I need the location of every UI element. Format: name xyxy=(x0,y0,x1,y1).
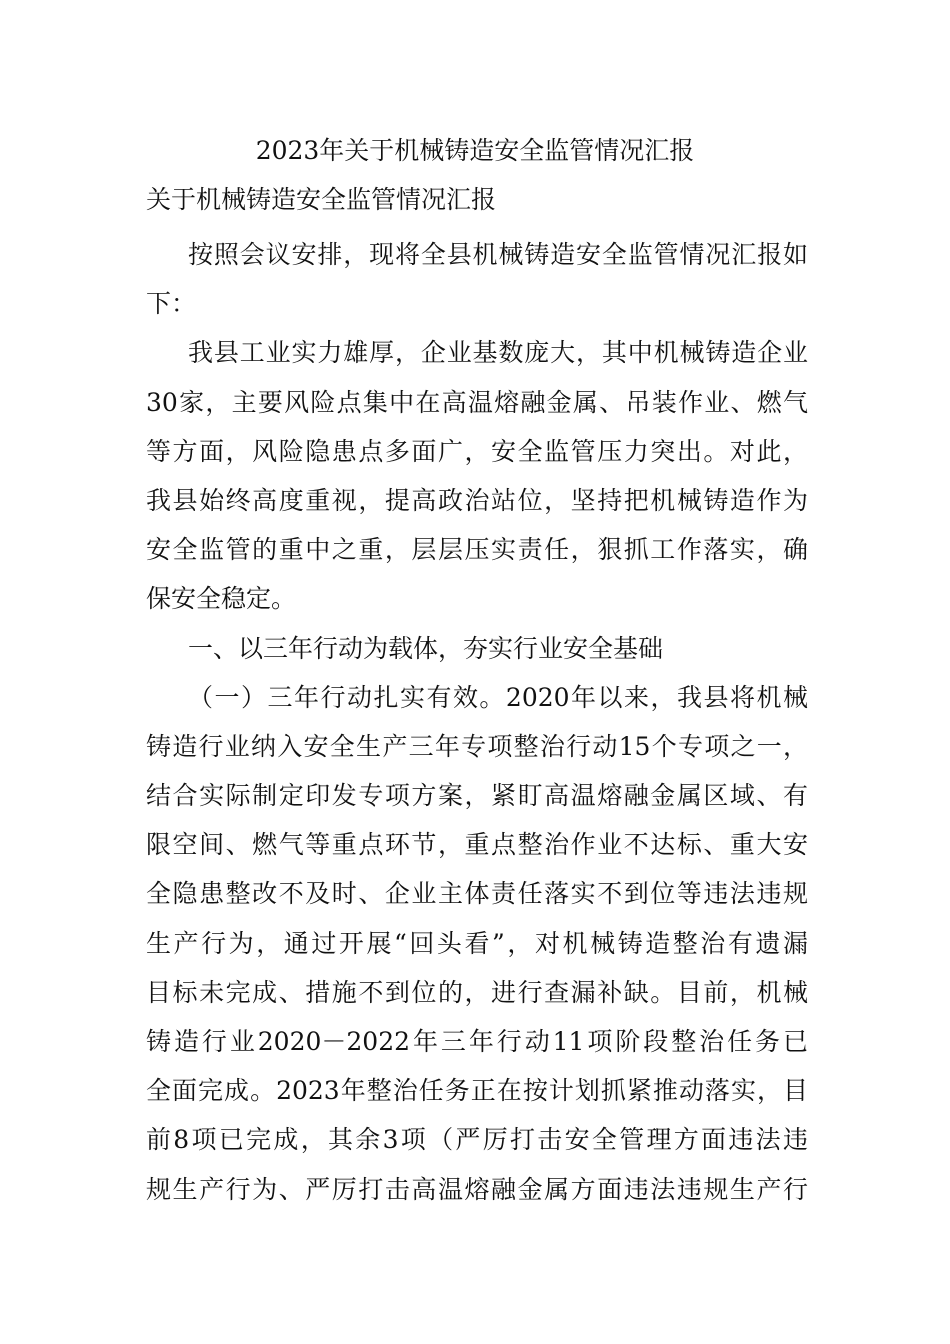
paragraph-line: 一、以三年行动为载体，夯实行业安全基础 xyxy=(188,633,664,663)
paragraph xyxy=(146,328,808,623)
document-subtitle: 关于机械铸造安全监管情况汇报 xyxy=(146,185,497,214)
paragraph-line: 下： xyxy=(146,289,197,319)
paragraph-line: 全面完成。2023年整治任务正在按计划抓紧推动落实，目 xyxy=(146,1076,808,1106)
document-body xyxy=(146,230,808,1214)
paragraph-line: 生产行为，通过开展“回头看”，对机械铸造整治有遗漏 xyxy=(146,928,808,958)
paragraph-line: 铸造行业2020－2022年三年行动11项阶段整治任务已 xyxy=(146,1027,808,1056)
paragraph-line: 结合实际制定印发专项方案，紧盯高温熔融金属区域、有 xyxy=(146,781,808,811)
paragraph-line: 目标未完成、措施不到位的，进行查漏补缺。目前，机械 xyxy=(146,977,808,1007)
paragraph-line: 安全监管的重中之重，层层压实责任，狠抓工作落实，确 xyxy=(146,535,808,565)
paragraph-line: 保安全稳定。 xyxy=(146,584,297,614)
paragraph xyxy=(146,624,808,673)
paragraph-line: 我县工业实力雄厚，企业基数庞大，其中机械铸造企业 xyxy=(188,338,808,368)
paragraph-line: 我县始终高度重视，提高政治站位，坚持把机械铸造作为 xyxy=(146,485,808,515)
paragraph-line: 铸造行业纳入安全生产三年专项整治行动15个专项之一， xyxy=(146,731,808,761)
paragraph-line: 30家，主要风险点集中在高温熔融金属、吊装作业、燃气 xyxy=(146,387,808,417)
paragraph-line: （一）三年行动扎实有效。2020年以来，我县将机械 xyxy=(188,682,808,712)
paragraph-line: 前8项已完成，其余3项（严厉打击安全管理方面违法违 xyxy=(146,1125,808,1155)
paragraph-line: 规生产行为、严厉打击高温熔融金属方面违法违规生产行 xyxy=(146,1174,808,1204)
paragraph-line: 等方面，风险隐患点多面广，安全监管压力突出。对此， xyxy=(146,436,808,466)
paragraph-line: 全隐患整改不及时、企业主体责任落实不到位等违法违规 xyxy=(146,879,808,909)
paragraph-line: 限空间、燃气等重点环节，重点整治作业不达标、重大安 xyxy=(146,830,808,860)
paragraph xyxy=(146,230,808,328)
paragraph xyxy=(146,673,808,1214)
paragraph-line: 按照会议安排，现将全县机械铸造安全监管情况汇报如 xyxy=(188,240,808,269)
document-title: 2023年关于机械铸造安全监管情况汇报 xyxy=(255,136,695,165)
